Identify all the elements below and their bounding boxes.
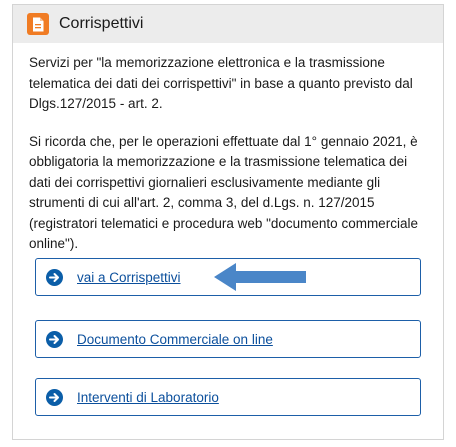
interventi-laboratorio-button[interactable] [35, 378, 421, 416]
card-header [13, 5, 443, 43]
arrow-circle-right-icon [46, 269, 63, 286]
vai-a-corrispettivi-button[interactable] [35, 258, 421, 296]
vai-a-corrispettivi-link[interactable]: vai a Corrispettivi [77, 269, 181, 285]
corrispettivi-card [12, 4, 444, 440]
intro-paragraph: Servizi per "la memorizzazione elettronica e la trasmissione telematica dei dati dei corrispettivi" in base a quanto previsto dal Dlgs.127/2015 - art. 2. [29, 55, 413, 111]
document-icon [27, 13, 49, 35]
arrow-circle-right-icon [46, 389, 63, 406]
documento-commerciale-link[interactable]: Documento Commerciale on line [77, 331, 273, 347]
pointer-arrow-icon [214, 262, 306, 292]
interventi-laboratorio-link[interactable]: Interventi di Laboratorio [77, 389, 219, 405]
card-body [13, 43, 443, 255]
arrow-circle-right-icon [46, 331, 63, 348]
documento-commerciale-button[interactable] [35, 320, 421, 358]
notice-paragraph: Si ricorda che, per le operazioni effettuate dal 1° gennaio 2021, è obbligatoria la memorizzazione e la trasmissione telematica dei dati dei corrispettivi giornalieri esclusivamente mediante gli strumenti di cui all'art. 2, comma 3, del d.Lgs. n. 127/2015 (registratori telematici e procedura web "documento commerciale online"). [29, 133, 418, 251]
card-title: Corrispettivi [59, 15, 144, 32]
